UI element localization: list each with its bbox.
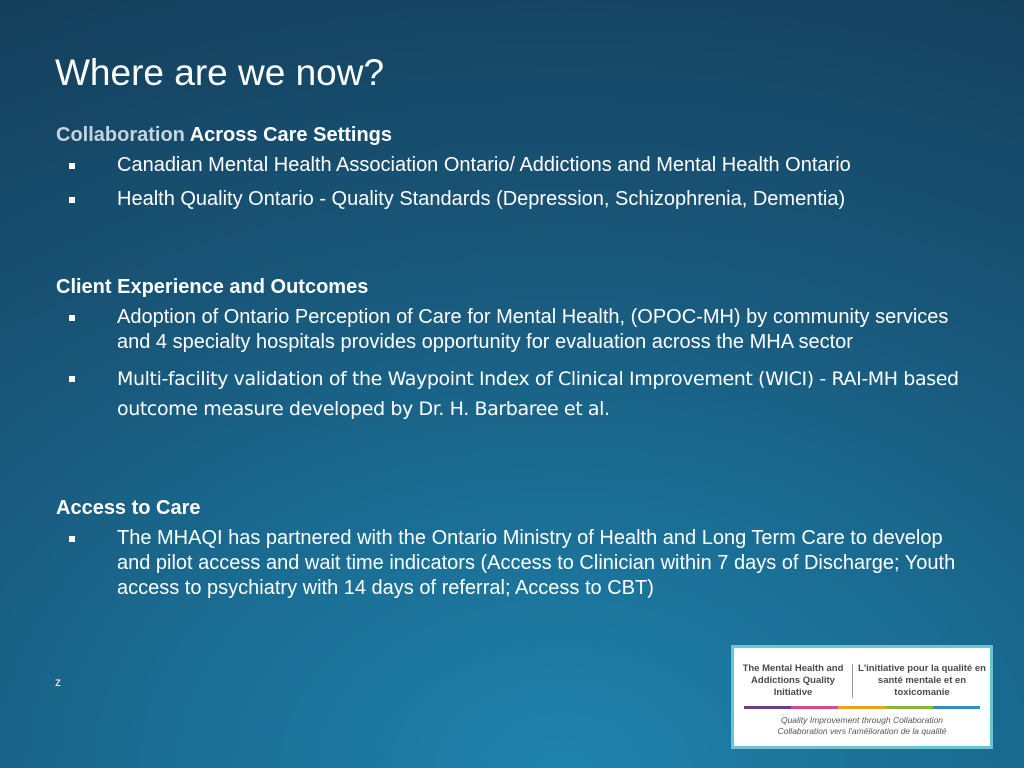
logo-bar-segment — [886, 706, 933, 709]
logo-french-name: L'initiative pour la qualité en santé mentale et en toxicomanie — [858, 663, 986, 698]
bullet-text: Multi-facility validation of the Waypoint Index of Clinical Improvement (WICI) - RAI-MH based outcome measure developed by Dr. H. Barbaree et al. — [117, 368, 959, 420]
logo-divider — [852, 664, 853, 698]
heading-first-word: Collaboration — [56, 124, 185, 146]
bullet-text: Canadian Mental Health Association Ontario/ Addictions and Mental Health Ontario — [117, 154, 851, 176]
footer-mark: z — [55, 675, 61, 689]
section-collaboration — [56, 124, 976, 221]
bullet-text: Health Quality Ontario - Quality Standards (Depression, Schizophrenia, Dementia) — [117, 188, 846, 210]
bullet-list — [56, 305, 976, 424]
heading-rest: Across Care Settings — [184, 124, 392, 146]
bullet-item — [56, 153, 976, 178]
bullet-item — [56, 187, 976, 212]
slide-title: Where are we now? — [55, 52, 385, 93]
logo-color-bar — [744, 706, 980, 709]
bullet-text: The MHAQI has partnered with the Ontario Ministry of Health and Long Term Care to develop and pilot access and wait time indicators (Access to Clinician within 7 days of Discharge; Youth access to psychiatry with 14 days of referral; Access to CBT) — [117, 527, 956, 599]
square-bullet-icon — [69, 163, 75, 169]
bullet-item — [56, 305, 976, 355]
bullet-text: Adoption of Ontario Perception of Care for Mental Health, (OPOC-MH) by community services and 4 specialty hospitals provides opportunity for evaluation across the MHA sector — [117, 306, 949, 353]
bullet-list — [56, 526, 976, 601]
logo-tagline-en: Quality Improvement through Collaboration — [780, 715, 944, 725]
logo-bar-segment — [744, 706, 791, 709]
logo-bar-segment — [791, 706, 838, 709]
square-bullet-icon — [69, 197, 75, 203]
section-heading: Access to Care — [56, 497, 201, 519]
logo-bar-segment — [838, 706, 885, 709]
bullet-list — [56, 153, 976, 212]
logo-bar-segment — [933, 706, 980, 709]
square-bullet-icon — [69, 376, 75, 382]
logo-english-name: The Mental Health and Addictions Quality Initiative — [742, 663, 844, 698]
logo-tagline — [734, 715, 990, 737]
square-bullet-icon — [69, 536, 75, 542]
section-heading: Client Experience and Outcomes — [56, 276, 369, 298]
logo-tagline-fr: Collaboration vers l'amélioration de la qualité — [777, 726, 947, 736]
section-access-to-care — [56, 497, 976, 610]
bullet-item — [56, 364, 976, 424]
square-bullet-icon — [69, 315, 75, 321]
section-client-experience — [56, 276, 976, 433]
section-heading — [56, 124, 976, 147]
mhaqi-logo — [731, 645, 993, 749]
bullet-item — [56, 526, 976, 601]
